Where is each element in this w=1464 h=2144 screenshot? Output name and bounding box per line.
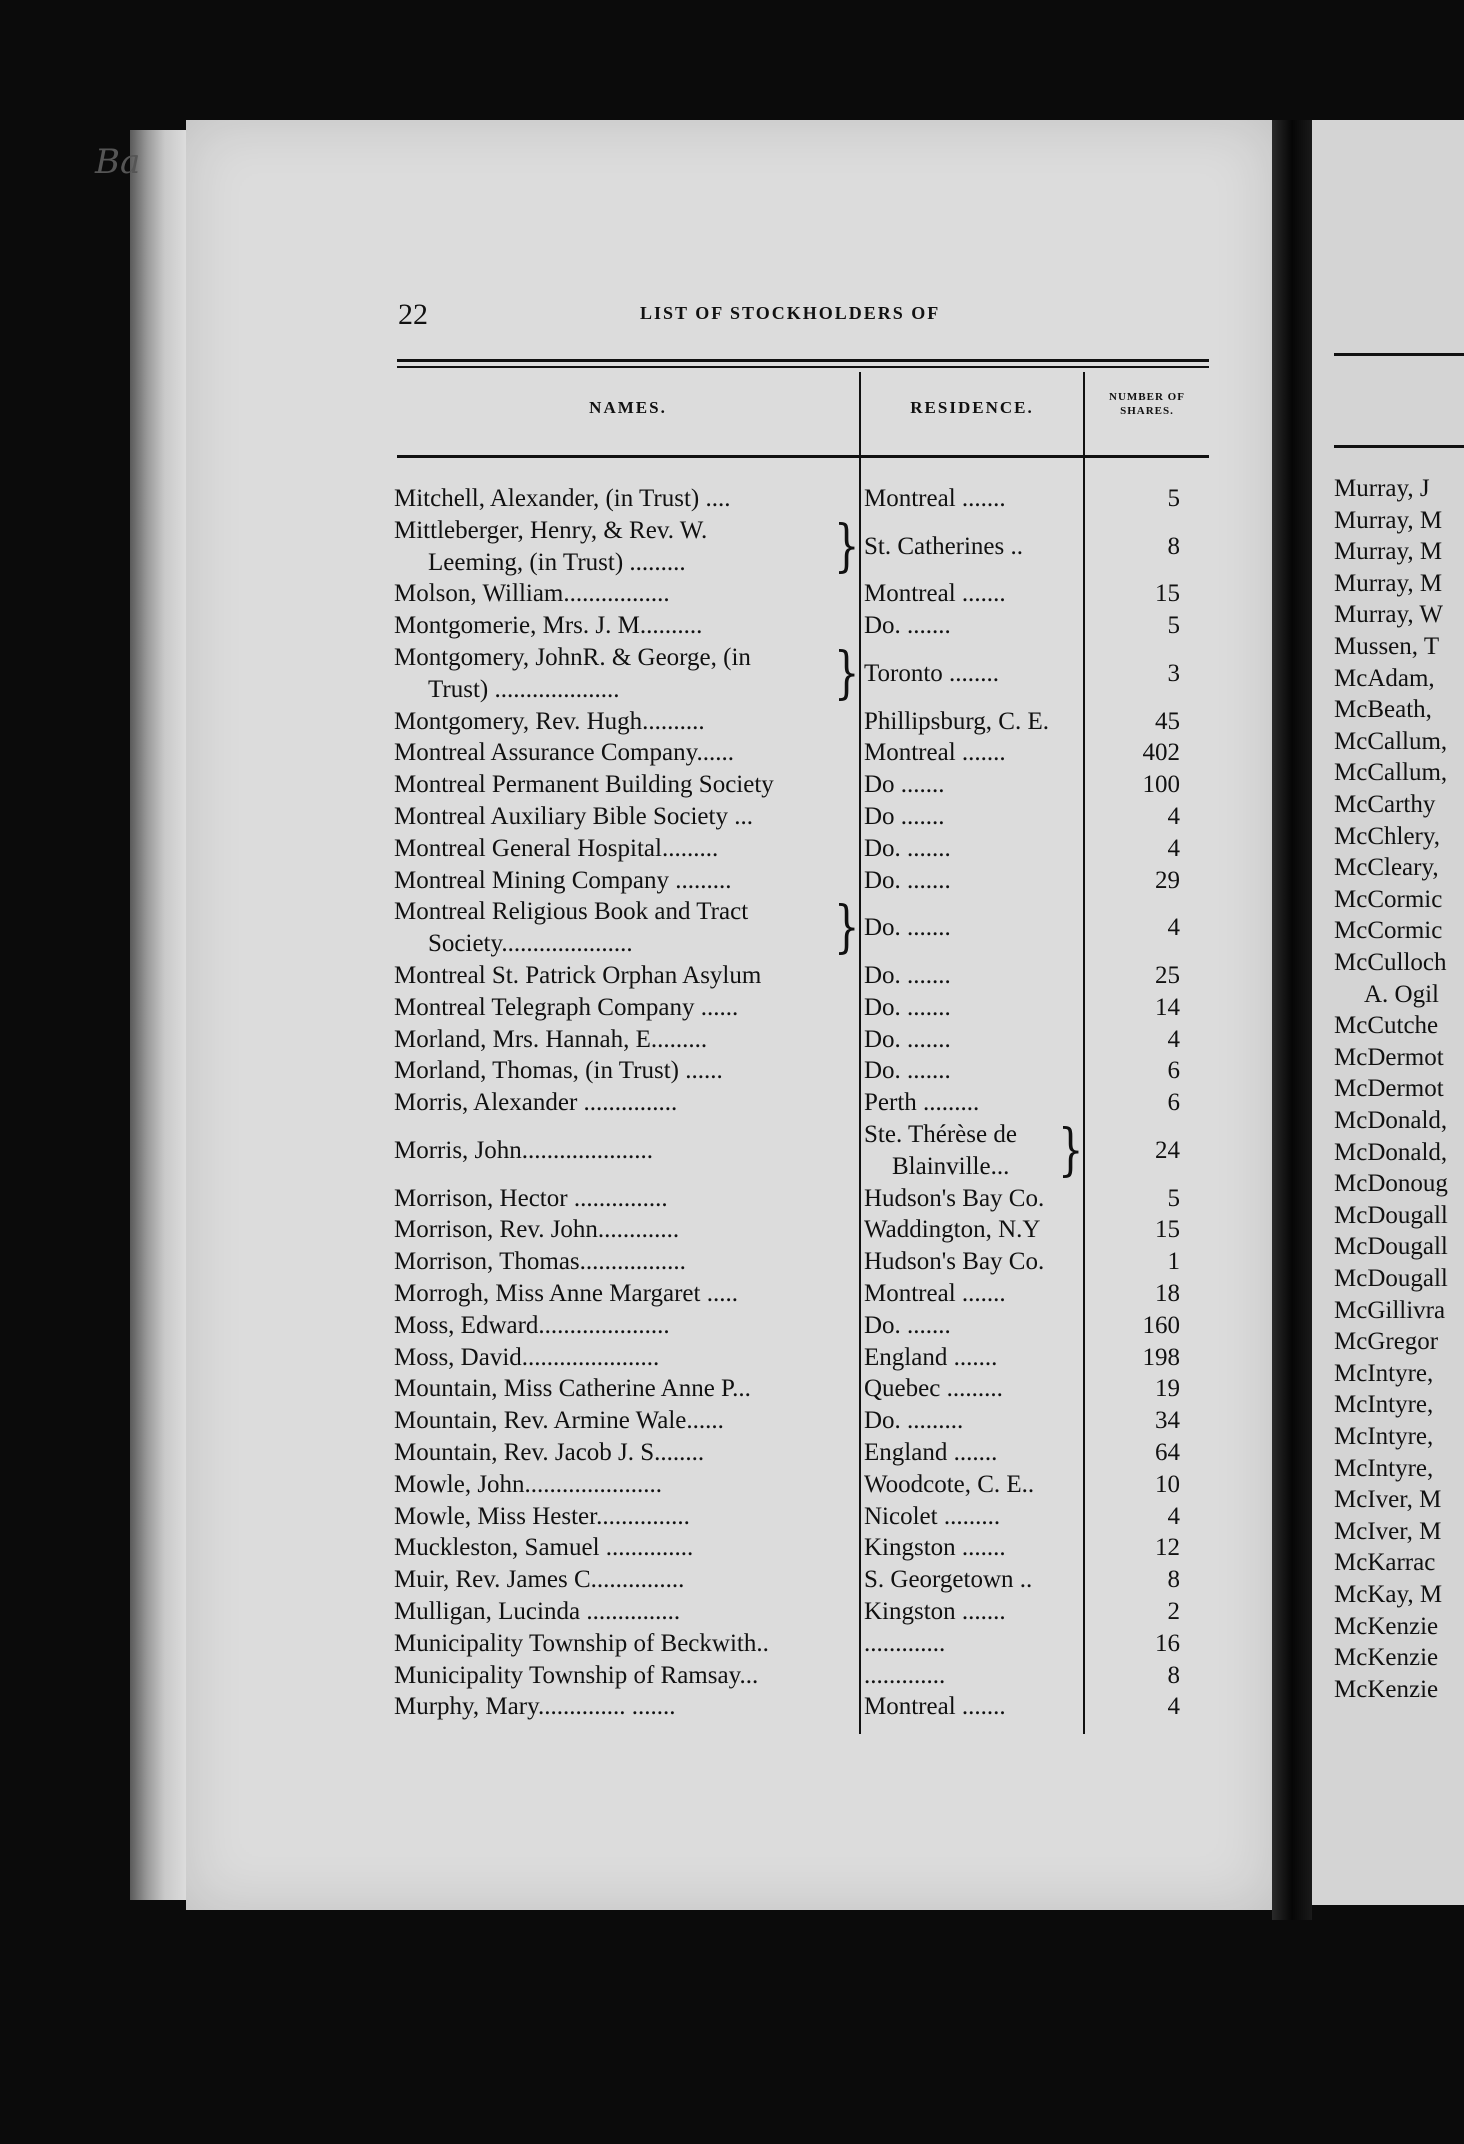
residence: Perth ......... [864, 1089, 980, 1117]
residence: ............. [864, 1661, 946, 1689]
running-head: LIST OF STOCKHOLDERS OF [640, 303, 941, 323]
brace-mark: } [834, 896, 860, 961]
stockholder-name: Montreal Assurance Company...... [394, 739, 734, 767]
residence-continued: Blainville... [892, 1152, 1010, 1180]
header-shares-line1: NUMBER OF [1109, 391, 1185, 403]
table-row [0, 1566, 1464, 1598]
facing-page-entry: McIntyre, [1334, 1454, 1434, 1482]
share-count: 45 [1155, 707, 1180, 735]
share-count: 2 [1167, 1598, 1180, 1625]
facing-page-entry: McIver, M [1334, 1486, 1442, 1514]
stockholder-name: Mountain, Rev. Armine Wale...... [394, 1407, 724, 1435]
stockholder-name: Muckleston, Samuel .............. [394, 1534, 694, 1562]
table-row [0, 641, 1464, 708]
facing-page-entry: McCarthy [1334, 791, 1436, 818]
residence: Nicolet ......... [864, 1502, 1001, 1530]
table-row [0, 1185, 1464, 1217]
stockholder-name: Morrison, Rev. John............. [394, 1216, 680, 1244]
table-row [0, 485, 1464, 517]
share-count: 16 [1155, 1629, 1180, 1657]
residence: Montreal ....... [864, 739, 1006, 767]
table-top-rule [397, 359, 1209, 362]
table-row [0, 1312, 1464, 1344]
share-count: 19 [1155, 1375, 1180, 1403]
share-count: 4 [1167, 1025, 1180, 1053]
table-row [0, 1248, 1464, 1280]
table-row [0, 1280, 1464, 1312]
share-count: 34 [1155, 1407, 1180, 1435]
facing-page-entry: McDonoug [1334, 1170, 1448, 1198]
share-count: 29 [1155, 866, 1180, 894]
facing-page-entry: McBeath, [1334, 696, 1432, 724]
residence: Do ....... [864, 771, 945, 799]
residence: Kingston ....... [864, 1598, 1006, 1625]
facing-page-entry: McIntyre, [1334, 1359, 1434, 1387]
facing-page-entry: McKay, M [1334, 1581, 1443, 1608]
stockholder-name: Morland, Thomas, (in Trust) ...... [394, 1057, 723, 1085]
stockholder-name: Montgomery, JohnR. & George, (in [394, 644, 751, 671]
residence: Do ....... [864, 803, 945, 830]
share-count: 15 [1155, 1216, 1180, 1244]
facing-page-entry: McChlery, [1334, 822, 1440, 850]
share-count: 198 [1142, 1343, 1180, 1371]
table-row [0, 1598, 1464, 1630]
residence: Do. ....... [864, 1311, 951, 1339]
share-count: 4 [1167, 803, 1180, 830]
share-count: 1 [1167, 1248, 1180, 1276]
stockholder-name: Mitchell, Alexander, (in Trust) .... [394, 485, 731, 512]
residence: England ....... [864, 1343, 998, 1371]
facing-page-entry: McDonald, [1334, 1107, 1448, 1134]
facing-page-entry: Murray, J [1334, 475, 1430, 502]
table-row [0, 1662, 1464, 1694]
residence: Phillipsburg, C. E. [864, 707, 1049, 735]
share-count: 8 [1167, 532, 1180, 560]
share-count: 4 [1167, 1502, 1180, 1530]
stockholder-name: Mowle, Miss Hester............... [394, 1502, 690, 1530]
header-residence: RESIDENCE. [910, 398, 1034, 417]
stockholder-name: Mountain, Miss Catherine Anne P... [394, 1375, 751, 1403]
share-count: 10 [1155, 1470, 1180, 1498]
facing-page-rule [1334, 445, 1464, 448]
residence: S. Georgetown .. [864, 1566, 1033, 1594]
stockholder-name: Municipality Township of Ramsay... [394, 1661, 759, 1689]
stockholder-name-continued: Leeming, (in Trust) ......... [428, 548, 686, 576]
stockholder-name: Montgomery, Rev. Hugh.......... [394, 707, 705, 735]
stockholder-name-continued: Trust) .................... [428, 675, 620, 703]
residence: St. Catherines .. [864, 532, 1024, 560]
stockholder-name: Mountain, Rev. Jacob J. S........ [394, 1439, 705, 1466]
facing-page-entry: McCallum, [1334, 727, 1448, 755]
residence: Hudson's Bay Co. [864, 1184, 1045, 1212]
share-count: 24 [1155, 1136, 1180, 1164]
table-row [0, 1344, 1464, 1376]
table-row [0, 1026, 1464, 1058]
facing-page-entry: McGillivra [1334, 1296, 1446, 1324]
table-row [0, 1439, 1464, 1471]
table-row [0, 1057, 1464, 1089]
facing-page-entry: McKenzie [1334, 1612, 1439, 1640]
residence: Hudson's Bay Co. [864, 1248, 1045, 1276]
brace-mark: } [834, 641, 860, 707]
stockholder-name: Montreal General Hospital......... [394, 834, 719, 862]
stockholder-name: Morris, John..................... [394, 1136, 654, 1164]
table-row [0, 994, 1464, 1026]
table-row [0, 1630, 1464, 1662]
stockholder-name: Morris, Alexander ............... [394, 1089, 678, 1117]
header-shares-line2: SHARES. [1120, 405, 1174, 417]
stockholder-name: Morland, Mrs. Hannah, E......... [394, 1025, 708, 1053]
table-row [0, 771, 1464, 803]
stockholder-name: Morrison, Thomas................. [394, 1248, 686, 1276]
table-row [0, 514, 1464, 581]
table-row [0, 580, 1464, 612]
facing-page-entry: McDermot [1334, 1043, 1444, 1071]
facing-page-entry: McIver, M [1334, 1517, 1442, 1545]
header-names: NAMES. [589, 398, 667, 417]
facing-page-entry: McCutche [1334, 1012, 1439, 1040]
table-row [0, 898, 1464, 962]
stockholder-name: Mulligan, Lucinda ............... [394, 1598, 681, 1625]
stockholder-name: Mowle, John...................... [394, 1470, 663, 1498]
brace-mark: } [1058, 1118, 1084, 1184]
margin-pencil-note: Ba [95, 142, 141, 182]
table-row [0, 1216, 1464, 1248]
stockholder-name: Muir, Rev. James C............... [394, 1566, 685, 1594]
table-row [0, 867, 1464, 899]
table-row [0, 612, 1464, 644]
stockholder-name: Morrison, Hector ............... [394, 1184, 668, 1212]
table-row [0, 739, 1464, 771]
residence: ............. [864, 1629, 946, 1657]
residence: Do. ....... [864, 993, 951, 1021]
residence: Montreal ....... [864, 1280, 1006, 1307]
facing-page-entry: A. Ogil [1364, 980, 1439, 1008]
facing-page-entry: Murray, W [1334, 601, 1443, 629]
facing-page-entry: McDonald, [1334, 1138, 1448, 1166]
facing-page-entry: McKenzie [1334, 1675, 1439, 1703]
facing-page-entry: McIntyre, [1334, 1391, 1434, 1419]
stockholder-name: Montreal Permanent Building Society [394, 771, 774, 799]
stockholder-name: Montreal Religious Book and Tract [394, 898, 749, 926]
table-row [0, 708, 1464, 740]
residence: Montreal ....... [864, 485, 1006, 512]
residence: Do. ....... [864, 834, 951, 862]
facing-page-entry: McCormic [1334, 917, 1443, 945]
facing-page-entry: Murray, M [1334, 506, 1443, 534]
residence: Montreal ....... [864, 1693, 1006, 1721]
table-row [0, 962, 1464, 994]
share-count: 4 [1167, 834, 1180, 862]
share-count: 15 [1155, 580, 1180, 608]
share-count: 64 [1155, 1439, 1180, 1466]
residence: Montreal ....... [864, 580, 1006, 608]
share-count: 6 [1167, 1089, 1180, 1117]
residence: Do. ....... [864, 962, 951, 989]
share-count: 5 [1167, 485, 1180, 512]
share-count: 5 [1167, 1184, 1180, 1212]
table-row [0, 835, 1464, 867]
share-count: 5 [1167, 612, 1180, 640]
stockholder-name: Montgomerie, Mrs. J. M.......... [394, 612, 703, 640]
residence: Do. ....... [864, 914, 951, 942]
residence: Do. ....... [864, 866, 951, 894]
facing-page-entry: McDougall [1334, 1265, 1448, 1292]
residence: Do. ....... [864, 1025, 951, 1053]
share-count: 8 [1167, 1661, 1180, 1689]
header-shares [1085, 390, 1209, 418]
share-count: 25 [1155, 962, 1180, 989]
facing-page-entry: McIntyre, [1334, 1423, 1434, 1450]
table-row [0, 1375, 1464, 1407]
stockholder-name: Morrogh, Miss Anne Margaret ..... [394, 1280, 738, 1307]
facing-page-entry: McDougall [1334, 1201, 1448, 1229]
share-count: 14 [1155, 993, 1180, 1021]
brace-mark: } [834, 514, 860, 579]
stockholder-name: Molson, William................. [394, 580, 670, 608]
stockholder-name: Municipality Township of Beckwith.. [394, 1629, 769, 1657]
share-count: 18 [1155, 1280, 1180, 1307]
share-count: 4 [1167, 914, 1180, 942]
residence: Do. ....... [864, 612, 951, 640]
facing-page-entry: McKenzie [1334, 1644, 1439, 1672]
table-top-rule-thin [397, 366, 1209, 368]
facing-page-entry: McCormic [1334, 885, 1443, 913]
facing-page-entry: McKarrac [1334, 1549, 1436, 1577]
facing-page-entry: Murray, M [1334, 569, 1443, 597]
facing-page-entry: Mussen, T [1334, 633, 1440, 660]
residence: Ste. Thérèse de [864, 1121, 1017, 1148]
table-row [0, 1089, 1464, 1121]
facing-page-entry: McAdam, [1334, 664, 1435, 692]
stockholder-name: Montreal Telegraph Company ...... [394, 993, 739, 1021]
facing-page-rule [1334, 353, 1464, 356]
facing-page-entry: McCallum, [1334, 759, 1448, 787]
table-row [0, 1407, 1464, 1439]
residence: Kingston ....... [864, 1534, 1006, 1562]
facing-page-entry: McDermot [1334, 1075, 1444, 1103]
share-count: 6 [1167, 1057, 1180, 1085]
residence: Quebec ......... [864, 1375, 1003, 1403]
table-row [0, 1534, 1464, 1566]
stockholder-name: Moss, David...................... [394, 1343, 660, 1371]
facing-page-entry: McCulloch [1334, 949, 1447, 976]
residence: Woodcote, C. E.. [864, 1470, 1035, 1498]
page-number: 22 [398, 298, 428, 331]
share-count: 4 [1167, 1693, 1180, 1721]
table-row [0, 1503, 1464, 1535]
stockholder-name: Montreal Auxiliary Bible Society ... [394, 803, 753, 830]
table-row [0, 1693, 1464, 1725]
table-row [0, 1471, 1464, 1503]
table-row [0, 803, 1464, 835]
stockholder-name: Montreal Mining Company ......... [394, 866, 732, 894]
stockholder-name-continued: Society..................... [428, 930, 633, 958]
share-count: 402 [1142, 739, 1180, 767]
stockholder-name: Montreal St. Patrick Orphan Asylum [394, 962, 762, 989]
share-count: 3 [1167, 659, 1180, 687]
stockholder-name: Mittleberger, Henry, & Rev. W. [394, 516, 708, 544]
residence: Toronto ........ [864, 659, 1000, 687]
share-count: 8 [1167, 1566, 1180, 1594]
residence: England ....... [864, 1439, 998, 1466]
share-count: 12 [1155, 1534, 1180, 1562]
residence: Waddington, N.Y [864, 1216, 1041, 1244]
residence: Do. ....... [864, 1057, 951, 1085]
share-count: 160 [1142, 1311, 1180, 1339]
facing-page-entry: Murray, M [1334, 538, 1443, 566]
facing-page-entry: McCleary, [1334, 854, 1439, 882]
header-bottom-rule [397, 455, 1209, 458]
share-count: 100 [1142, 771, 1180, 799]
facing-page-entry: McDougall [1334, 1233, 1448, 1261]
stockholder-name: Murphy, Mary.............. ....... [394, 1693, 676, 1721]
stockholder-name: Moss, Edward..................... [394, 1311, 670, 1339]
facing-page-entry: McGregor [1334, 1328, 1439, 1356]
residence: Do. ......... [864, 1407, 964, 1435]
